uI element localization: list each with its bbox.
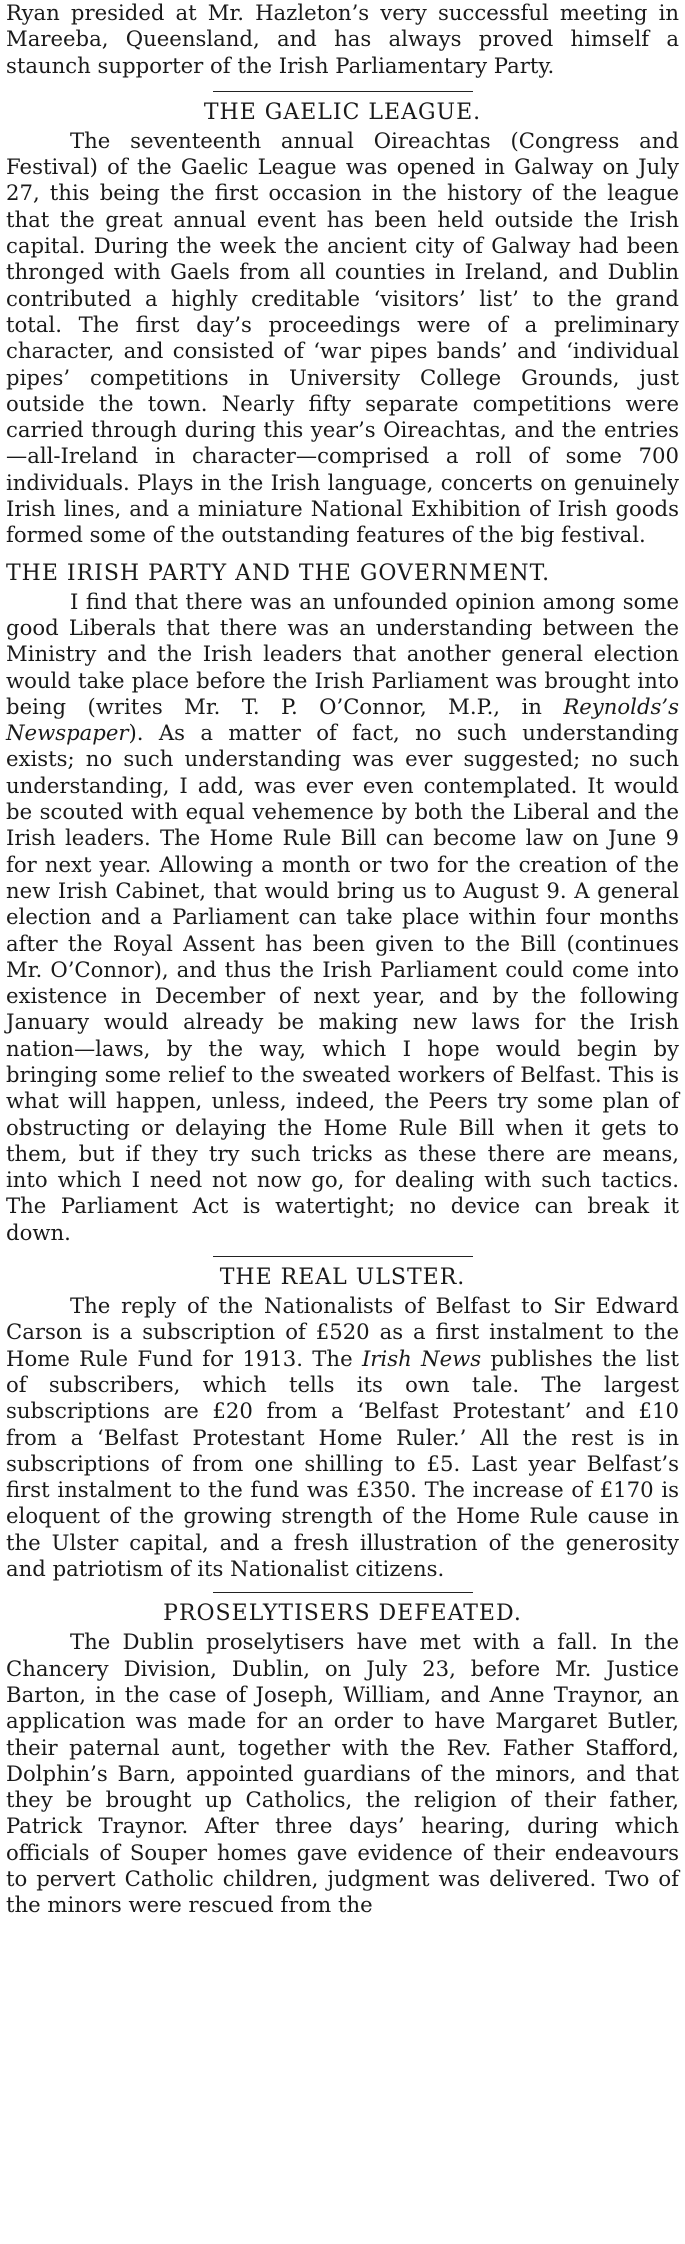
section-divider [213, 1256, 473, 1257]
section-divider [213, 1592, 473, 1593]
section-body [6, 589, 679, 1246]
section-heading: PROSELYTISERS DEFEATED. [163, 1601, 522, 1627]
section-gaelic-league [6, 91, 679, 549]
section-body: The seventeenth annual Oireachtas (Congress and Festival) of the Gaelic League was opened in Galway on July 27, this being the first occasion in the history of the league that the great annual event has been held outside the Irish capital. During the week the ancient city of Galway had been thronged with Gaels from all counties in Ireland, and Dublin contributed a highly creditable ‘visitors’ list’ to the grand total. The first day’s proceedings were of a preliminary character, and consisted of ‘war pipes bands’ and ‘individual pipes’ competitions in University College Grounds, just outside the town. Nearly fifty separate competitions were carried through during this year’s Oireachtas, and the entries—all-Ireland in character—comprised a roll of some 700 individuals. Plays in the Irish language, concerts on genuinely Irish lines, and a miniature National Exhibition of Irish goods formed some of the outstanding features of the big festival. [6, 127, 679, 548]
newspaper-page [6, 0, 679, 1919]
section-irish-party [6, 559, 679, 1246]
section-heading: THE REAL ULSTER. [219, 1265, 466, 1291]
section-heading: THE IRISH PARTY AND THE GOVERNMENT. [6, 560, 551, 586]
intro-paragraph: Ryan presided at Mr. Hazleton’s very successful meeting in Mareeba, Queensland, and has always proved himself a staunch supporter of the Irish Parliamentary Party. [6, 0, 679, 78]
section-body: The Dublin proselytisers have met with a fall. In the Chancery Division, Dublin, on July 23, before Mr. Justice Barton, in the case of Joseph, William, and Anne Traynor, an application was made for an order to have Margaret Butler, their paternal aunt, together with the Rev. Father Stafford, Dolphin’s Barn, appointed guardians of the minors, and that they be brought up Catholics, the religion of their father, Patrick Traynor. After three days’ hearing, during which officials of Souper homes gave evidence of their endeavours to pervert Catholic children, judgment was delivered. Two of the minors were rescued from the [6, 1629, 679, 1918]
section-real-ulster [6, 1256, 679, 1582]
body-text: ). As a matter of fact, no such understanding exists; no such understanding was ever suggested; no such understanding, I add, was ever even contemplated. It would be scouted with equal vehemence by both the Liberal and the Irish leaders. The Home Rule Bill can become law on June 9 for next year. Allowing a month or two for the creation of the new Irish Cabinet, that would bring us to August 9. A general election and a Parliament can take place within four months after the Royal Assent has been given to the Bill (continues Mr. O’Connor), and thus the Irish Parliament could come into existence in December of next year, and by the following January would already be making new laws for the Irish nation—laws, by the way, which I hope would begin by bringing some relief to the sweated workers of Belfast. This is what will happen, unless, indeed, the Peers try some plan of obstructing or delaying the Home Rule Bill when it gets to them, but if they try such tricks as these there are means, into which I need not now go, for dealing with such tactics. The Parliament Act is watertight; no device can break it down. [6, 720, 679, 1245]
section-divider [213, 91, 473, 92]
body-text: The reply of the Nationalists of Belfast to Sir Edward Carson is a subscription of £520 as a first instalment to the Home Rule Fund for 1913. The [6, 1293, 679, 1371]
section-body [6, 1293, 679, 1582]
body-text: I find that there was an unfounded opinion among some good Liberals that there was an understanding between the Ministry and the Irish leaders that another general election would take place before the Irish Parliament was brought into being (writes Mr. T. P. O’Connor, M.P., in [6, 588, 679, 719]
newspaper-title: Irish News [361, 1345, 482, 1371]
newspaper-title: Reynolds’s Newspaper [6, 693, 679, 746]
section-proselytisers [6, 1592, 679, 1918]
section-heading: THE GAELIC LEAGUE. [203, 99, 482, 125]
body-text: publishes the list of subscribers, which tells its own tale. The largest subscriptions are £20 from a ‘Belfast Protestant’ and £10 from a ‘Belfast Protestant Home Ruler.’ All the rest is in subscriptions of from one shilling to £5. Last year Belfast’s first instalment to the fund was £350. The increase of £170 is eloquent of the growing strength of the Home Rule cause in the Ulster capital, and a fresh illustration of the generosity and patriotism of its Nationalist citizens. [6, 1345, 679, 1582]
